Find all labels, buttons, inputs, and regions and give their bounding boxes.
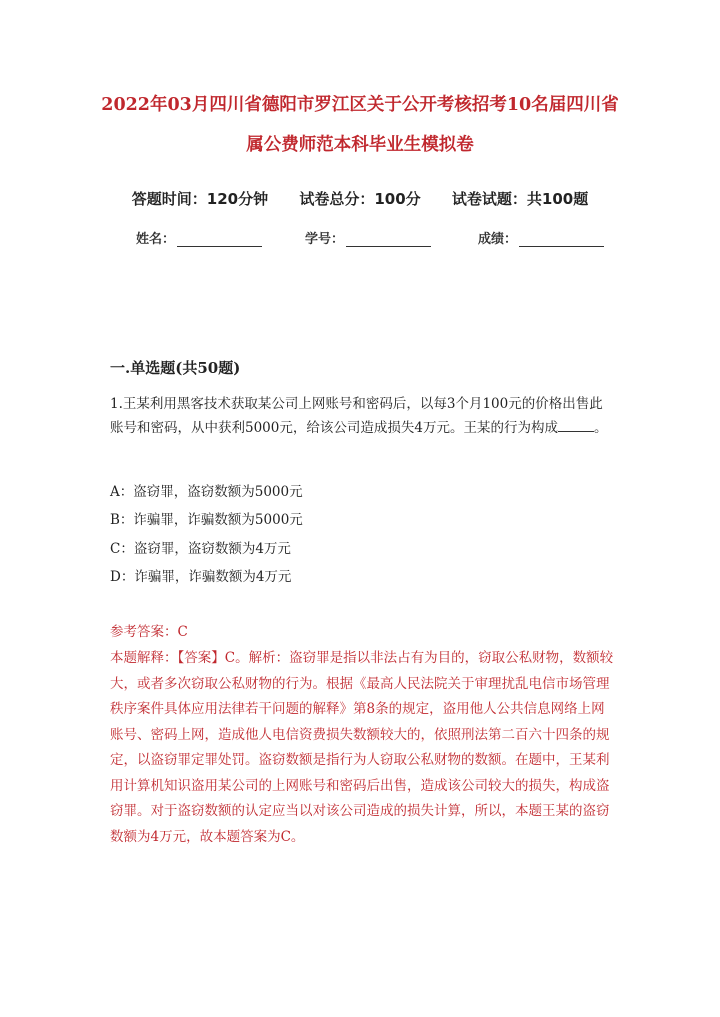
option-d: D：诈骗罪，诈骗数额为4万元 bbox=[110, 569, 292, 585]
question-stem bbox=[110, 392, 615, 440]
option-a: A：盗窃罪，盗窃数额为5000元 bbox=[110, 484, 303, 500]
option-b: B：诈骗罪，诈骗数额为5000元 bbox=[110, 512, 303, 528]
score-label: 成绩： bbox=[478, 232, 518, 247]
document-title-line-1: 2022年03月四川省德阳市罗江区关于公开考核招考10名届四川省 bbox=[101, 95, 619, 115]
student-id-blank-line bbox=[346, 232, 431, 247]
section-title: 一.单选题(共50题) bbox=[110, 359, 241, 377]
score-field bbox=[478, 228, 604, 247]
student-id-field bbox=[305, 228, 431, 247]
option-c: C：盗窃罪，盗窃数额为4万元 bbox=[110, 541, 291, 557]
question-text-end: 。 bbox=[593, 420, 608, 436]
name-blank-line bbox=[177, 232, 262, 247]
name-field bbox=[136, 228, 262, 247]
score-blank-line bbox=[519, 232, 604, 247]
student-id-label: 学号： bbox=[305, 232, 345, 247]
reference-answer: 参考答案：C bbox=[110, 624, 188, 640]
exam-meta bbox=[0, 188, 720, 209]
exam-total-score: 试卷总分：100分 bbox=[299, 190, 421, 208]
exam-total-questions: 试卷试题：共100题 bbox=[451, 190, 589, 208]
exam-time: 答题时间：120分钟 bbox=[131, 190, 269, 208]
question-text: 1.王某利用黑客技术获取某公司上网账号和密码后，以每3个月100元的价格出售此账号和密码，从中获利5000元，给该公司造成损失4万元。王某的行为构成 bbox=[110, 396, 603, 436]
answer-explanation: 本题解释：【答案】C。解析：盗窃罪是指以非法占有为目的，窃取公私财物，数额较大，或者多次窃取公私财物的行为。根据《最高人民法院关于审理扰乱电信市场管理秩序案件具体应用法律若干问题的解释》第8条的规定，盗用他人公共信息网络上网账号、密码上网，造成他人电信资费损失数额较大的，依照刑法第二百六十四条的规定，以盗窃罪定罪处罚。盗窃数额是指行为人窃取公私财物的数额。在题中，王某利用计算机知识盗用某公司的上网账号和密码后出售，造成该公司较大的损失，构成盗窃罪。对于盗窃数额的认定应当以对该公司造成的损失计算，所以，本题王某的盗窃数额为4万元，故本题答案为C。 bbox=[110, 650, 614, 845]
answer-blank bbox=[558, 417, 594, 432]
document-title-line-2: 属公费师范本科毕业生模拟卷 bbox=[246, 135, 474, 155]
name-label: 姓名： bbox=[136, 232, 176, 247]
